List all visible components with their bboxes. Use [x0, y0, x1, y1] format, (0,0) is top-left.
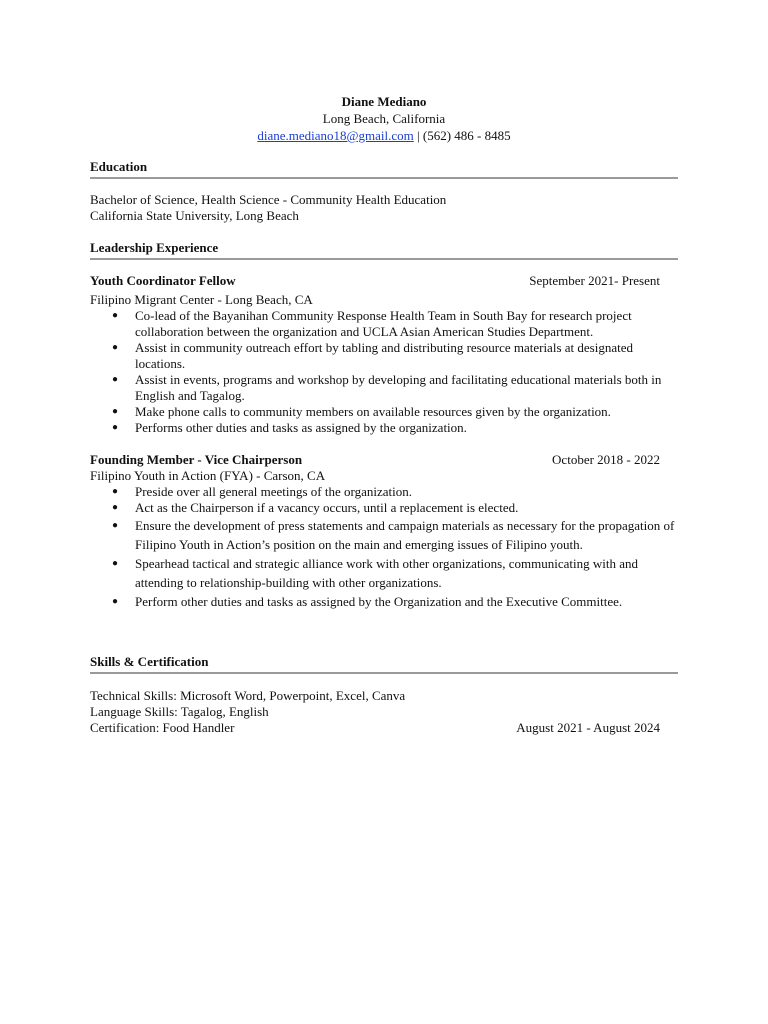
certification: Certification: Food Handler [90, 720, 235, 735]
list-item: ● Perform other duties and tasks as assigned by the Organization and the Executive Committee. [112, 594, 623, 609]
certification-row [90, 720, 660, 736]
list-item: ● Assist in community outreach effort by tabling and distributing resource materials at designated locations. [112, 340, 633, 371]
section-title-education: Education [90, 159, 148, 174]
bullet-icon: ● [112, 406, 119, 417]
contact-separator: | [413, 128, 423, 143]
email-link[interactable]: diane.mediano18@gmail.com [257, 128, 414, 143]
list-item: ● Act as the Chairperson if a vacancy occurs, until a replacement is elected. [112, 500, 519, 515]
bullet-icon: ● [112, 422, 119, 433]
list-item: ● Ensure the development of press statements and campaign materials as necessary for the propagation of Filipino Youth in Action’s position on the main and emerging issues of Filipino youth. [112, 518, 675, 552]
candidate-name: Diane Mediano [341, 94, 427, 109]
job-organization: Filipino Migrant Center - Long Beach, CA [90, 292, 313, 307]
bullet-icon: ● [112, 310, 119, 321]
candidate-location: Long Beach, California [322, 111, 446, 126]
job-entry [90, 273, 678, 436]
phone-number: (562) 486 - 8485 [422, 128, 511, 143]
section-title-leadership: Leadership Experience [90, 240, 219, 255]
bullet-icon: ● [112, 374, 119, 385]
job-bullet-list [90, 516, 678, 611]
education-school: California State University, Long Beach [90, 208, 299, 223]
list-item: ● Preside over all general meetings of the organization. [112, 484, 412, 499]
education-section [90, 159, 678, 224]
bullet-icon: ● [112, 596, 119, 607]
contact-line [0, 127, 768, 144]
job-title: Founding Member - Vice Chairperson [90, 452, 303, 467]
job-bullet-list [90, 308, 678, 436]
education-degree: Bachelor of Science, Health Science - Community Health Education [90, 192, 447, 207]
technical-skills: Technical Skills: Microsoft Word, Powerpoint, Excel, Canva [90, 688, 406, 703]
job-organization: Filipino Youth in Action (FYA) - Carson, CA [90, 468, 326, 483]
resume-header [0, 93, 768, 144]
list-item: ● Spearhead tactical and strategic alliance work with other organizations, communicating with and attending to relationship-building with other organizations. [112, 556, 638, 590]
language-skills: Language Skills: Tagalog, English [90, 704, 269, 719]
bullet-icon: ● [112, 486, 119, 497]
job-dates: September 2021- Present [529, 273, 660, 288]
job-header [90, 452, 660, 468]
job-bullet-list [90, 484, 678, 516]
list-item: ● Co-lead of the Bayanihan Community Response Health Team in South Bay for research project collaboration between the organization and UCLA Asian American Studies Department. [112, 308, 632, 339]
job-title: Youth Coordinator Fellow [90, 273, 236, 288]
job-header [90, 273, 660, 289]
bullet-icon: ● [112, 558, 119, 569]
list-item: ● Make phone calls to community members on available resources given by the organization. [112, 404, 611, 419]
leadership-section [90, 240, 678, 611]
bullet-icon: ● [112, 502, 119, 513]
bullet-icon: ● [112, 520, 119, 531]
section-title-skills: Skills & Certification [90, 654, 209, 669]
job-dates: October 2018 - 2022 [552, 452, 660, 467]
list-item: ● Assist in events, programs and workshop by developing and facilitating educational materials both in English and Tagalog. [112, 372, 662, 403]
job-entry [90, 452, 678, 611]
skills-section [90, 654, 678, 736]
bullet-icon: ● [112, 342, 119, 353]
list-item: ● Performs other duties and tasks as assigned by the organization. [112, 420, 467, 435]
certification-dates: August 2021 - August 2024 [516, 720, 660, 735]
